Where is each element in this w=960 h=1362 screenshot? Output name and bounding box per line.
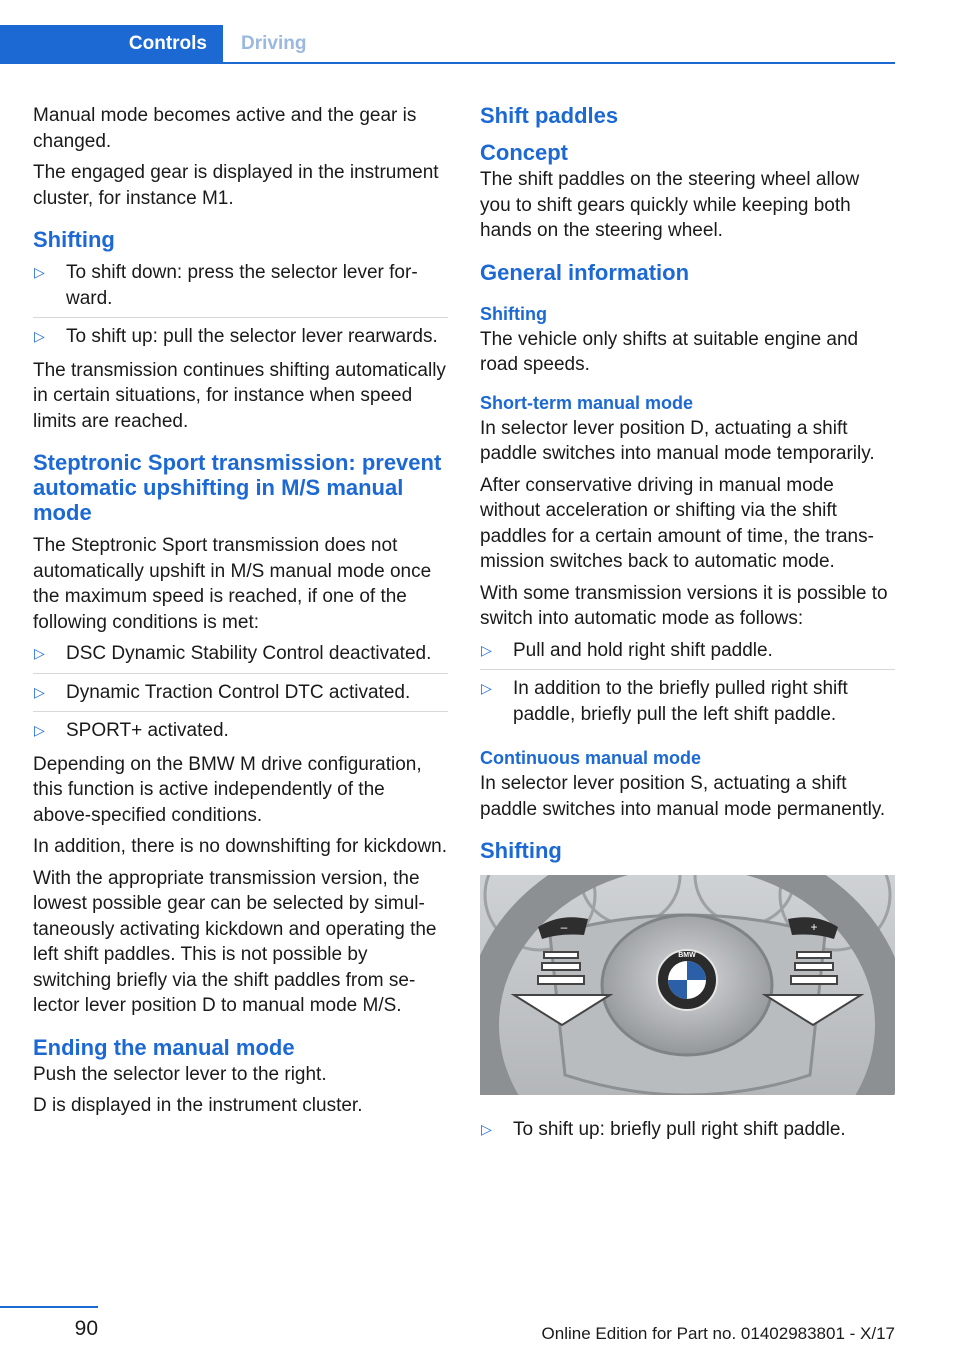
list-item-text: Pull and hold right shift paddle.	[513, 639, 773, 661]
paragraph: In addition, there is no downshifting for kickdown.	[33, 836, 448, 857]
list-item	[33, 260, 448, 318]
list-item-text: Dynamic Traction Control DTC activated.	[66, 681, 411, 703]
header-tabs	[0, 0, 895, 64]
triangle-bullet-icon: ▷	[34, 645, 45, 661]
right-column	[480, 103, 895, 1154]
heading-concept: Concept	[480, 140, 568, 165]
triangle-bullet-icon: ▷	[34, 683, 45, 700]
triangle-bullet-icon: ▷	[481, 680, 492, 696]
minus-label: –	[560, 920, 568, 934]
list-item-text: In addition to the briefly pulled right shift paddle, briefly pull the left shift paddle.	[513, 678, 848, 725]
triangle-bullet-icon: ▷	[34, 722, 45, 738]
list-item-text: SPORT+ activated.	[66, 720, 229, 741]
list-item-text: To shift up: briefly pull right shift paddle.	[513, 1118, 846, 1140]
heading-steptronic: Steptronic Sport transmission: prevent automatic upshifting in M/S manual mode	[33, 450, 442, 525]
paragraph: With some transmission versions it is possible to switch into automatic mode as follows:	[480, 582, 888, 629]
paragraph: D is displayed in the instrument cluster.	[33, 1095, 363, 1116]
tab-controls[interactable]: Controls	[0, 25, 223, 62]
plus-label: +	[810, 920, 818, 934]
paragraph: The vehicle only shifts at suitable engine and road speeds.	[480, 328, 859, 375]
list-item	[33, 718, 448, 750]
shift-list	[33, 260, 448, 356]
edition-note: Online Edition for Part no. 01402983801 - X/17	[541, 1324, 895, 1343]
bmw-logo-icon	[657, 950, 717, 1010]
list-item	[480, 638, 895, 671]
list-item	[33, 324, 448, 356]
heading-continuous: Continuous manual mode	[480, 748, 702, 768]
paragraph: In selector lever position S, actuating a shift paddle switches into manual mode permanently.	[480, 773, 886, 820]
triangle-bullet-icon: ▷	[481, 1120, 492, 1137]
tab-driving[interactable]: Driving	[241, 33, 307, 54]
heading-shifting-2: Shifting	[480, 838, 562, 863]
list-item	[33, 680, 448, 713]
heading-shifting-sub: Shifting	[480, 303, 547, 324]
paragraph: Depending on the BMW M drive configuration, this function is active independently of the above-specified conditions.	[33, 753, 422, 826]
footer-accent-line	[0, 1306, 98, 1308]
paragraph: Push the selector lever to the right.	[33, 1063, 327, 1085]
list-item-text: DSC Dynamic Stability Control deactivated.	[66, 643, 432, 664]
paragraph: After conservative driving in manual mode without acceleration or shifting via the shift paddles for a certain amount of time, the transmission switches back to automatic mode.	[480, 474, 874, 572]
paragraph: Manual mode becomes active and the gear is changed.	[33, 105, 417, 152]
list-item-text: To shift down: press the selector lever forward.	[66, 262, 418, 309]
paragraph: The engaged gear is displayed in the instrument cluster, for instance M1.	[33, 162, 439, 209]
conditions-list	[33, 641, 448, 750]
bmw-badge-text: BMW	[678, 952, 696, 959]
steering-wheel-figure	[480, 875, 895, 1095]
triangle-bullet-icon: ▷	[34, 264, 45, 280]
list-item	[480, 1117, 895, 1149]
triangle-bullet-icon: ▷	[34, 328, 45, 344]
paragraph: The transmission continues shifting automatically in certain situations, for instance when speed limits are reached.	[33, 359, 446, 432]
paragraph: In selector lever position D, actuating a shift paddle switches into manual mode temporarily.	[480, 417, 875, 464]
heading-shifting: Shifting	[33, 227, 115, 252]
left-column	[33, 103, 448, 1125]
final-list	[480, 1117, 895, 1149]
heading-ending: Ending the manual mode	[33, 1034, 295, 1060]
heading-shift-paddles: Shift paddles	[480, 103, 619, 128]
auto-mode-list	[480, 638, 895, 734]
list-item	[33, 641, 448, 674]
page-number: 90	[74, 1317, 98, 1340]
heading-short-term: Short-term manual mode	[480, 392, 694, 413]
heading-general-information: General information	[480, 259, 690, 285]
list-item	[480, 676, 895, 733]
triangle-bullet-icon: ▷	[481, 641, 492, 658]
paragraph: The shift paddles on the steering wheel allow you to shift gears quickly while keeping both hands on the steering wheel.	[480, 169, 860, 241]
list-item-text: To shift up: pull the selector lever rearwards.	[66, 326, 438, 347]
paragraph: The Steptronic Sport transmission does not automatically upshift in M/S manual mode once the maximum speed is reached, if one of the following conditions is met:	[33, 535, 432, 633]
paragraph: With the appropriate transmission version, the lowest possible gear can be selected by simultaneously activating kickdown and operating the left shift paddles. This is not possible by switching briefly via the shift paddles from selector lever position D to manual mode M/S.	[33, 867, 437, 1016]
